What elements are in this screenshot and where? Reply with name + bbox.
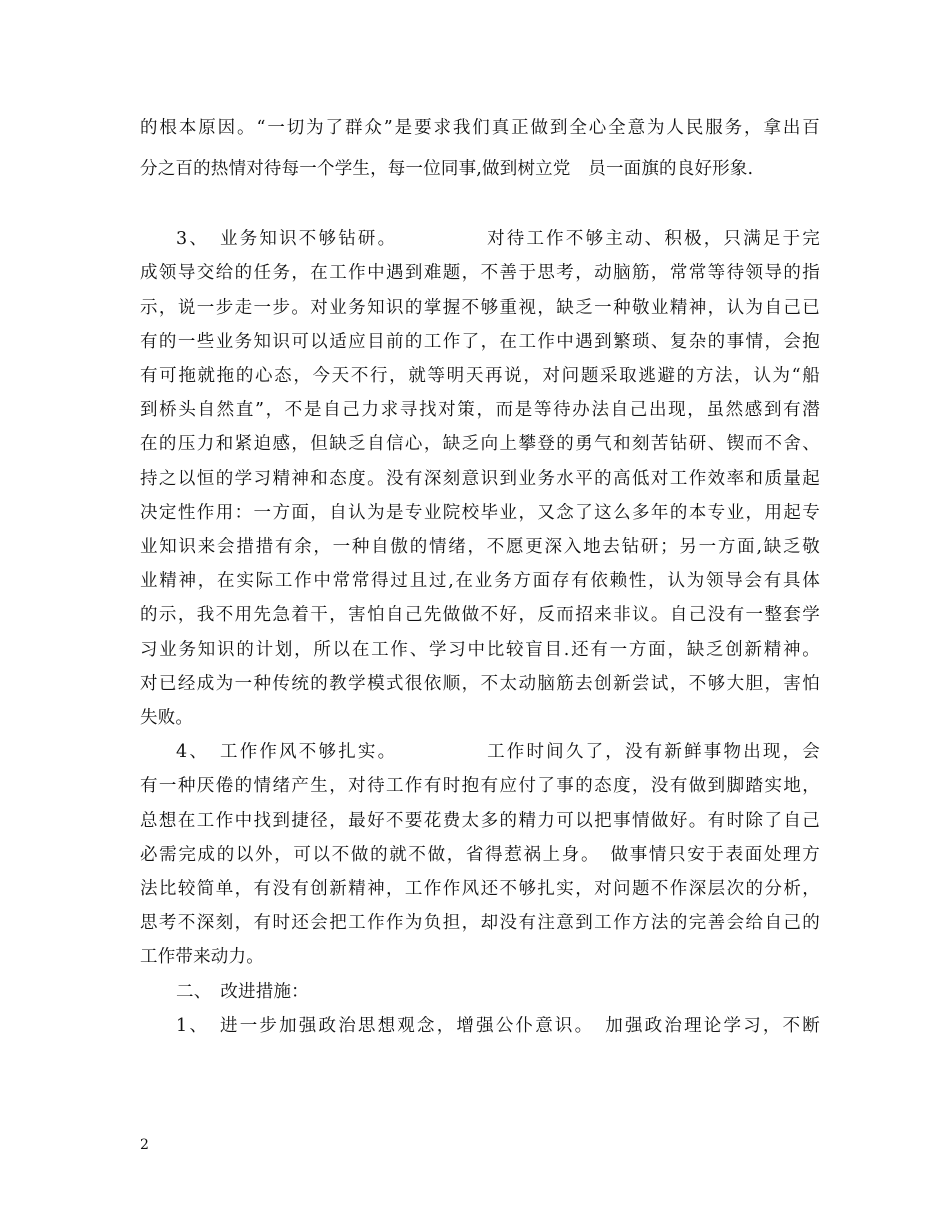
text-line: 习业务知识的计划，所以在工作、学习中比较盲目.还有一方面，缺乏创新精神。 [140, 640, 820, 660]
text-line: 的根本原因。“一切为了群众”是要求我们真正做到全心全意为人民服务，拿出百 [140, 118, 820, 138]
text-line: 分之百的热情对待每一个学生，每一位同事,做到树立党 员一面旗的良好形象. [140, 159, 754, 179]
text-line: 业精神，在实际工作中常常得过且过,在业务方面存有依赖性，认为领导会有具体 [140, 571, 820, 591]
text-line: 法比较简单，有没有创新精神，工作作风还不够扎实，对问题不作深层次的分析， [140, 879, 820, 899]
text-line: 对已经成为一种传统的教学模式很依顺，不太动脑筋去创新尝试，不够大胆，害怕 [140, 674, 820, 694]
text-line: 到桥头自然直”，不是自己力求寻找对策，而是等待办法自己出现，虽然感到有潜 [140, 400, 820, 420]
improvement-heading: 二、 改进措施： [176, 982, 309, 1002]
text-line: 有的一些业务知识可以适应目前的工作了，在工作中遇到繁琐、复杂的事情，会抱 [140, 332, 820, 352]
text-line: 在的压力和紧迫感，但缺乏自信心，缺乏向上攀登的勇气和刻苦钻研、锲而不舍、 [140, 434, 820, 454]
text-line: 失败。 [140, 708, 194, 728]
text-line: 示，说一步走一步。对业务知识的掌握不够重视，缺乏一种敬业精神，认为自己已 [140, 298, 820, 318]
page-number: 2 [140, 1137, 149, 1153]
text-line: 有一种厌倦的情绪产生，对待工作有时抱有应付了事的态度，没有做到脚踏实地， [140, 776, 820, 796]
improvement-item-1-line: 1、 进一步加强政治思想观念，增强公仆意识。 加强政治理论学习，不断 [176, 1016, 820, 1036]
text-line: 有可拖就拖的心态，今天不行，就等明天再说，对问题采取逃避的方法，认为“船 [140, 366, 820, 386]
text-line: 的示，我不用先急着干，害怕自己先做做不好，反而招来非议。自己没有一整套学 [140, 605, 820, 625]
text-line: 思考不深刻，有时还会把工作作为负担，却没有注意到工作方法的完善会给自己的 [140, 913, 820, 933]
text-line: 成领导交给的任务，在工作中遇到难题，不善于思考，动脑筋，常常等待领导的指 [140, 263, 820, 283]
text-line: 持之以恒的学习精神和态度。没有深刻意识到业务水平的高低对工作效率和质量起 [140, 469, 820, 489]
section-4-heading-line: 4、 工作作风不够扎实。 工作时间久了，没有新鲜事物出现，会 [176, 742, 820, 762]
text-line: 工作带来动力。 [140, 947, 264, 967]
text-line: 必需完成的以外，可以不做的就不做，省得惹祸上身。 做事情只安于表面处理方 [140, 845, 820, 865]
text-line: 业知识来会措措有余，一种自傲的情绪，不愿更深入地去钻研；另一方面,缺乏敬 [140, 537, 820, 557]
text-line: 决定性作用：一方面，自认为是专业院校毕业，又念了这么多年的本专业，用起专 [140, 503, 820, 523]
section-3-heading-line: 3、 业务知识不够钻研。 对待工作不够主动、积极，只满足于完 [176, 229, 820, 249]
text-line: 总想在工作中找到捷径，最好不要花费太多的精力可以把事情做好。有时除了自己 [140, 811, 820, 831]
